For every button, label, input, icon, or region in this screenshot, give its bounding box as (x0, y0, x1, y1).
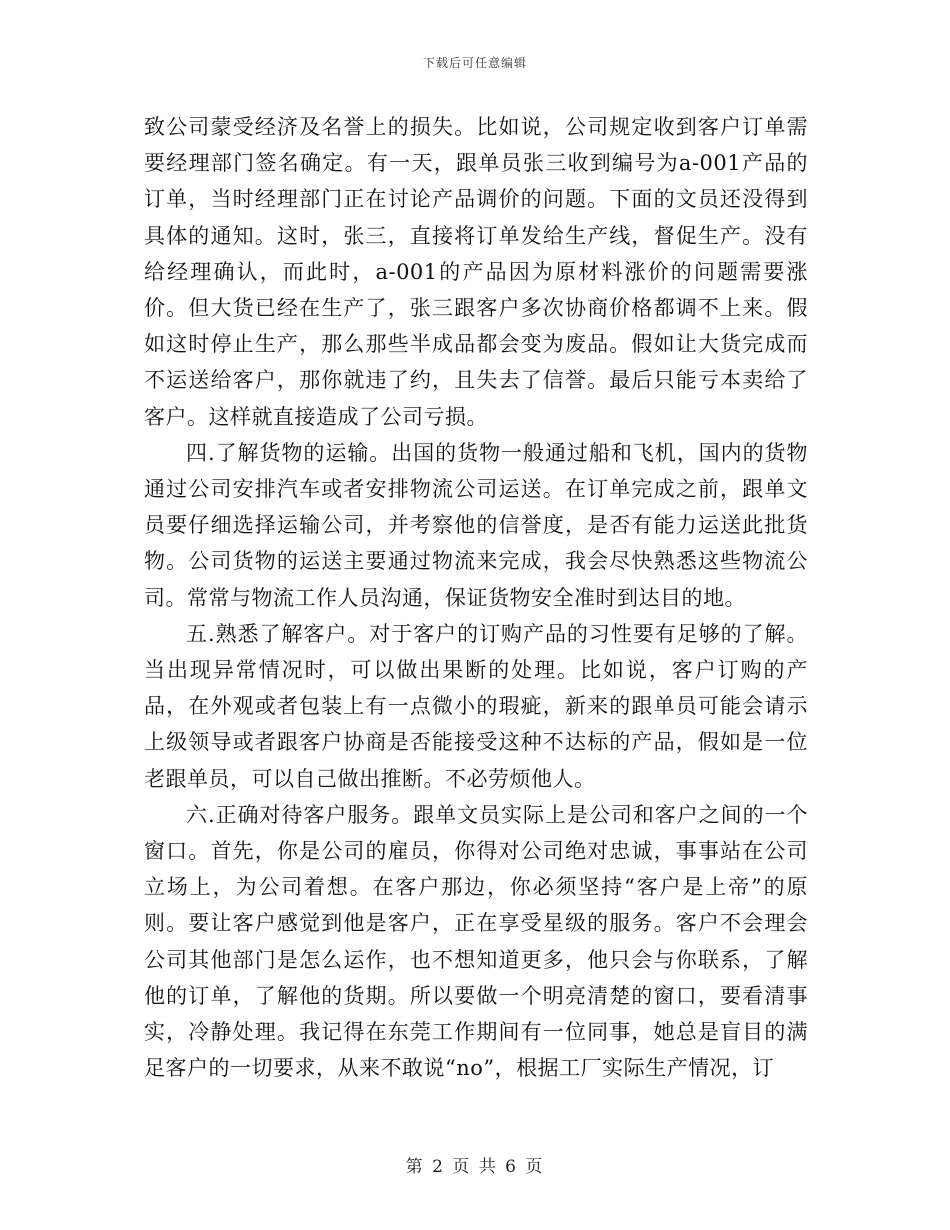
paragraph-1: 致公司蒙受经济及名誉上的损失。比如说，公司规定收到客户订单需要经理部门签名确定。有一天，跟单员张三收到编号为a-001产品的订单，当时经理部门正在讨论产品调价的问题。下面的文员还没得到具体的通知。这时，张三，直接将订单发给生产线，督促生产。没有给经理确认，而此时，a-001的产品因为原材料涨价的问题需要涨价。但大货已经在生产了，张三跟客户多次协商价格都调不上来。假如这时停止生产，那么那些半成品都会变为废品。假如让大货完成而不运送给客户，那你就违了约，且失去了信誉。最后只能亏本卖给了客户。这样就直接造成了公司亏损。 (144, 115, 808, 429)
paragraph-4: 六.正确对待客户服务。跟单文员实际上是公司和客户之间的一个窗口。首先，你是公司的雇员，你得对公司绝对忠诚，事事站在公司立场上，为公司着想。在客户那边，你必须坚持“客户是上帝”的原则。要让客户感觉到他是客户，正在享受星级的服务。客户不会理会公司其他部门是怎么运作，也不想知道更多，他只会与你联系，了解他的订单，了解他的货期。所以要做一个明亮清楚的窗口，要看清事实，冷静处理。我记得在东莞工作期间有一位同事，她总是盲目的满足客户的一切要求，从来不敢说“no”，根据工厂实际生产情况，订 (144, 802, 808, 1081)
paragraph-2: 四.了解货物的运输。出国的货物一般通过船和飞机，国内的货物通过公司安排汽车或者安排物流公司运送。在订单完成之前，跟单文员要仔细选择运输公司，并考察他的信誉度，是否有能力运送此批货物。公司货物的运送主要通过物流来完成，我会尽快熟悉这些物流公司。常常与物流工作人员沟通，保证货物安全准时到达目的地。 (144, 440, 808, 610)
page-header: 下载后可任意编辑 (422, 56, 527, 70)
body-text (144, 109, 808, 1086)
page-footer: 第 2 页 共 6 页 (405, 1157, 545, 1177)
paragraph-3: 五.熟悉了解客户。对于客户的订购产品的习性要有足够的了解。当出现异常情况时，可以做出果断的处理。比如说，客户订购的产品，在外观或者包装上有一点微小的瑕疵，新来的跟单员可能会请示上级领导或者跟客户协商是否能接受这种不达标的产品，假如是一位老跟单员，可以自己做出推断。不必劳烦他人。 (144, 621, 808, 791)
